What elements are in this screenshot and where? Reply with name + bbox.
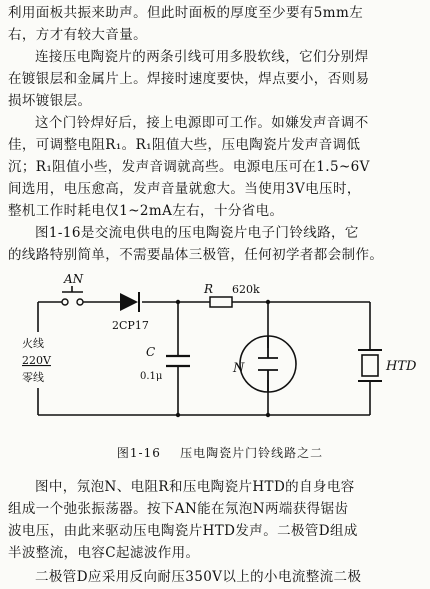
- diode-symbol: [120, 292, 139, 312]
- capacitor-value: 0.1μ: [140, 371, 163, 382]
- source-live-label: 火线: [22, 337, 44, 350]
- junction-dot: [266, 413, 270, 417]
- resistor-symbol: [210, 297, 232, 307]
- resistor-label: R: [204, 282, 214, 296]
- text-line: 佳，可调整电阻R₁。R₁阻值大些，压电陶瓷片发声音调低: [8, 137, 361, 153]
- text-line: 这个门铃焊好后，接上电源即可工作。如嫌发声音调不: [35, 115, 369, 131]
- junction-dot: [266, 300, 270, 304]
- resistor-value: 620k: [232, 283, 260, 296]
- capacitor-symbol: [166, 356, 190, 366]
- text-line: 在镀银层和金属片上。焊接时速度要快，焊点要小，否则易: [8, 71, 370, 87]
- piezo-label: HTD: [386, 359, 417, 374]
- diode-label: 2CP17: [112, 319, 149, 332]
- push-switch-symbol: [62, 286, 83, 305]
- text-line: 整机工作时耗电仅1~2mA左右，十分省电。: [8, 203, 284, 219]
- figure-title: 压电陶瓷片门铃线路之二: [180, 446, 324, 460]
- text-line: 损坏镀银层。: [8, 93, 92, 109]
- neon-bulb-symbol: [240, 336, 296, 392]
- text-line: 沉；R₁阻值小些，发声音调就高些。电源电压可在1.5~6V: [8, 159, 370, 175]
- paragraph-5: [8, 476, 424, 564]
- text-line: 利用面板共振来助声。但此时面板的厚度至少要有5mm左: [8, 5, 364, 21]
- text-line: 图1-16是交流电供电的压电陶瓷片电子门铃线路，它: [35, 225, 359, 241]
- neon-label: N: [233, 361, 245, 376]
- junction-dot: [176, 300, 180, 304]
- paragraph-6: [8, 566, 424, 588]
- text-line: 图中，氖泡N、电阻R和压电陶瓷片HTD的自身电容: [35, 479, 355, 495]
- text-line: 波电压，由此来驱动压电陶瓷片HTD发声。二极管D组成: [8, 523, 358, 539]
- junction-dot: [176, 413, 180, 417]
- text-line: 间选用，电压愈高，发声音量就愈大。当使用3V电压时，: [8, 181, 361, 197]
- text-line: 组成一个弛张振荡器。按下AN能在氖泡N两端获得锯齿: [8, 501, 349, 517]
- figure-caption: [40, 444, 400, 461]
- text-line: 半波整流，电容C起滤波作用。: [8, 545, 200, 561]
- text-line: 连接压电陶瓷片的两条引线可用多股软线，它们分别焊: [35, 49, 369, 65]
- text-line: 二极管D应采用反向耐压350V以上的小电流整流二极: [35, 569, 362, 585]
- switch-label: AN: [64, 272, 84, 286]
- text-line: 右，方才有较大音量。: [8, 27, 147, 43]
- source-voltage-label: 220V: [22, 354, 51, 367]
- text-line: 的线路特别简单，不需要晶体三极管，任何初学者都会制作。: [8, 247, 384, 263]
- capacitor-label: C: [146, 345, 156, 359]
- source-neutral-label: 零线: [22, 371, 44, 384]
- piezo-buzzer-symbol: [358, 350, 382, 381]
- figure-number: 图1-16: [116, 446, 161, 460]
